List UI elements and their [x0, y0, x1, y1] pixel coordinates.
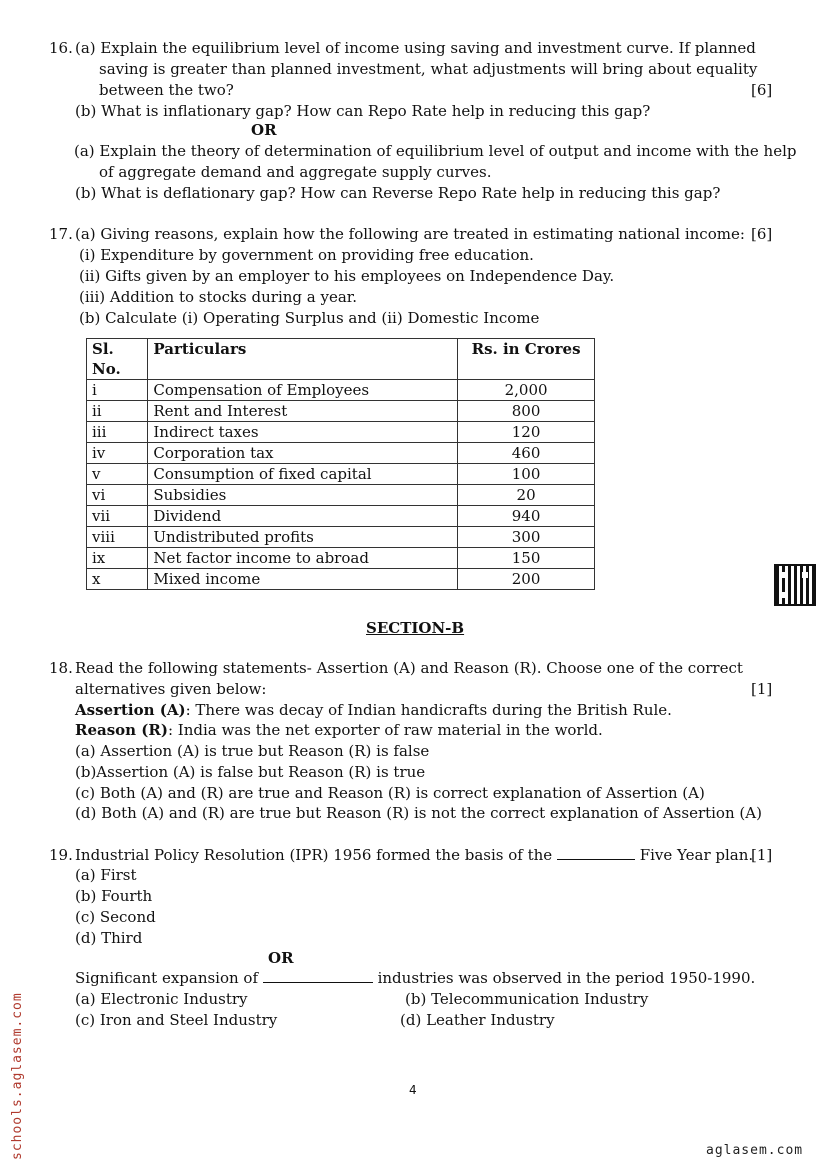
- q18-assertion: [75, 700, 672, 720]
- cell-particulars: Dividend: [148, 506, 458, 527]
- cell-particulars: Undistributed profits: [148, 527, 458, 548]
- q17-a: (a) Giving reasons, explain how the following are treated in estimating national income:: [75, 225, 745, 243]
- cell-amount: 300: [458, 527, 595, 548]
- cell-amount: 150: [458, 548, 595, 569]
- cell-particulars: Corporation tax: [148, 443, 458, 464]
- q18-intro-line1: Read the following statements- Assertion (A) and Reason (R). Choose one of the correct: [75, 659, 743, 677]
- q16-alt-a-line1: (a) Explain the theory of determination of equilibrium level of output and income with the help: [74, 142, 797, 160]
- cell-particulars: Indirect taxes: [148, 422, 458, 443]
- cell-particulars: Compensation of Employees: [148, 380, 458, 401]
- table-header-row: [87, 339, 595, 380]
- cell-particulars: Mixed income: [148, 569, 458, 590]
- q16-number: 16.: [49, 39, 73, 57]
- q19-alt-option-d: (d) Leather Industry: [400, 1011, 555, 1029]
- cell-amount: 800: [458, 401, 595, 422]
- q17-item-1: (i) Expenditure by government on providing free education.: [79, 246, 534, 264]
- q17-item-2: (ii) Gifts given by an employer to his employees on Independence Day.: [79, 267, 615, 285]
- cell-particulars: Consumption of fixed capital: [148, 464, 458, 485]
- q19-stem: [75, 845, 753, 865]
- q18-intro-line2: alternatives given below:: [75, 680, 267, 698]
- assertion-label: Assertion (A): [75, 701, 186, 719]
- q17-b: (b) Calculate (i) Operating Surplus and (ii) Domestic Income: [79, 309, 540, 327]
- cell-amount: 200: [458, 569, 595, 590]
- reason-label: Reason (R): [75, 721, 168, 739]
- q16-or: OR: [251, 121, 277, 139]
- q16-a-line2: saving is greater than planned investment, what adjustments will bring about equality: [99, 60, 758, 78]
- q19-alt-option-b: (b) Telecommunication Industry: [405, 990, 649, 1008]
- reason-text: : India was the net exporter of raw material in the world.: [167, 721, 603, 739]
- q19-marks: [1]: [751, 846, 773, 864]
- q16-alt-a-line2: of aggregate demand and aggregate supply curves.: [99, 163, 492, 181]
- q17-marks: [6]: [751, 225, 773, 243]
- table-row: [87, 464, 595, 485]
- q19-alt-after: industries was observed in the period 1950-1990.: [377, 969, 756, 987]
- cell-sl-no: v: [87, 464, 148, 485]
- cell-sl-no: vi: [87, 485, 148, 506]
- cell-amount: 940: [458, 506, 595, 527]
- cell-amount: 20: [458, 485, 595, 506]
- table-row: [87, 569, 595, 590]
- q18-number: 18.: [49, 659, 73, 677]
- q19-number: 19.: [49, 846, 73, 864]
- cell-sl-no: viii: [87, 527, 148, 548]
- cell-sl-no: vii: [87, 506, 148, 527]
- side-watermark: schools.aglasem.com: [10, 992, 25, 1160]
- q17-item-3: (iii) Addition to stocks during a year.: [79, 288, 358, 306]
- q19-stem-before: Industrial Policy Resolution (IPR) 1956 formed the basis of the: [75, 846, 553, 864]
- cell-sl-no: i: [87, 380, 148, 401]
- q19-alt-blank: [263, 968, 373, 983]
- q19-option-d: (d) Third: [75, 929, 143, 947]
- q19-or: OR: [268, 949, 294, 967]
- q18-option-c: (c) Both (A) and (R) are true and Reason (R) is correct explanation of Assertion (A): [75, 784, 705, 802]
- q16-marks: [6]: [751, 81, 773, 99]
- q18-reason: [75, 720, 603, 740]
- cell-particulars: Net factor income to abroad: [148, 548, 458, 569]
- q19-alt-stem: [75, 968, 755, 988]
- section-heading: SECTION-B: [366, 619, 465, 637]
- cell-amount: 2,000: [458, 380, 595, 401]
- cell-sl-no: iv: [87, 443, 148, 464]
- table-row: [87, 548, 595, 569]
- table-row: [87, 401, 595, 422]
- q18-marks: [1]: [751, 680, 773, 698]
- q19-blank: [557, 845, 635, 860]
- q18-option-b: (b)Assertion (A) is false but Reason (R) is true: [75, 763, 426, 781]
- q16-b: (b) What is inflationary gap? How can Repo Rate help in reducing this gap?: [75, 102, 651, 120]
- q19-alt-option-c: (c) Iron and Steel Industry: [75, 1011, 278, 1029]
- qr-code-icon: [776, 566, 814, 604]
- table-row: [87, 527, 595, 548]
- cell-particulars: Subsidies: [148, 485, 458, 506]
- footer-watermark: aglasem.com: [706, 1143, 804, 1158]
- cell-amount: 460: [458, 443, 595, 464]
- table-row: [87, 380, 595, 401]
- q16-a-line1: (a) Explain the equilibrium level of income using saving and investment curve. If planned: [75, 39, 756, 57]
- table-row: [87, 485, 595, 506]
- col-header-amount: Rs. in Crores: [458, 339, 595, 380]
- table-row: [87, 422, 595, 443]
- col-header-sl-no: Sl. No.: [87, 339, 148, 380]
- table-row: [87, 506, 595, 527]
- cell-sl-no: x: [87, 569, 148, 590]
- assertion-text: : There was decay of Indian handicrafts during the British Rule.: [185, 701, 672, 719]
- q18-option-d: (d) Both (A) and (R) are true but Reason (R) is not the correct explanation of Assertion (A): [75, 804, 762, 822]
- page-number: 4: [409, 1083, 417, 1097]
- cell-sl-no: iii: [87, 422, 148, 443]
- q17-number: 17.: [49, 225, 73, 243]
- income-data-table: [86, 338, 595, 590]
- q18-option-a: (a) Assertion (A) is true but Reason (R) is false: [75, 742, 430, 760]
- q16-a-line3: between the two?: [99, 81, 234, 99]
- cell-sl-no: ix: [87, 548, 148, 569]
- q19-option-b: (b) Fourth: [75, 887, 153, 905]
- q19-alt-before: Significant expansion of: [75, 969, 259, 987]
- cell-sl-no: ii: [87, 401, 148, 422]
- table-row: [87, 443, 595, 464]
- q19-alt-option-a: (a) Electronic Industry: [75, 990, 248, 1008]
- cell-amount: 120: [458, 422, 595, 443]
- cell-amount: 100: [458, 464, 595, 485]
- q16-alt-b: (b) What is deflationary gap? How can Reverse Repo Rate help in reducing this gap?: [75, 184, 721, 202]
- cell-particulars: Rent and Interest: [148, 401, 458, 422]
- q19-option-c: (c) Second: [75, 908, 156, 926]
- col-header-particulars: Particulars: [148, 339, 458, 380]
- q19-stem-after: Five Year plan.: [639, 846, 754, 864]
- q19-option-a: (a) First: [75, 866, 137, 884]
